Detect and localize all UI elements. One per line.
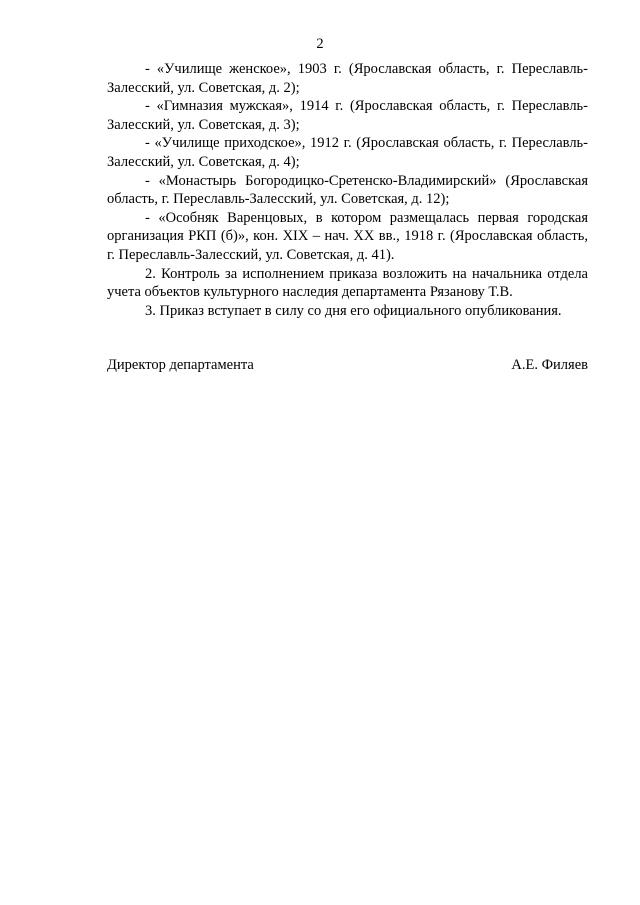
list-item-monastyr: - «Монастырь Богородицко-Сретенско-Владимирский» (Ярославская область, г. Переславль-Залесский, ул. Советская, д. 12); [107,172,588,208]
list-item-gimnaziya-muzhskaya: - «Гимназия мужская», 1914 г. (Ярославская область, г. Переславль-Залесский, ул. Советская, д. 3); [107,98,588,133]
list-item-uchilishche-prikhodskoe: - «Училище приходское», 1912 г. (Ярославская область, г. Переславль-Залесский, ул. Советская, д. 4); [107,135,588,170]
list-item-zhenskoe-uchilishche: - «Училище женское», 1903 г. (Ярославская область, г. Переславль-Залесский, ул. Советская, д. 2); [107,61,588,96]
signatory-title: Директор департамента [107,357,254,373]
clause-3-effective-date: 3. Приказ вступает в силу со дня его официального опубликования. [145,302,562,319]
signatory-name: А.Е. Филяев [511,357,588,373]
document-body [107,60,588,320]
page-number: 2 [316,36,324,52]
list-item-osobnyak-varentsovykh: - «Особняк Варенцовых, в котором размещалась первая городская организация РКП (б)», кон. XIX – нач. XX вв., 1918 г. (Ярославская область, г. Переславль-Залесский, ул. Советская, д. 41). [107,209,588,263]
clause-2-control: 2. Контроль за исполнением приказа возложить на начальника отдела учета объектов культурного наследия департамента Рязанову Т.В. [107,265,588,301]
